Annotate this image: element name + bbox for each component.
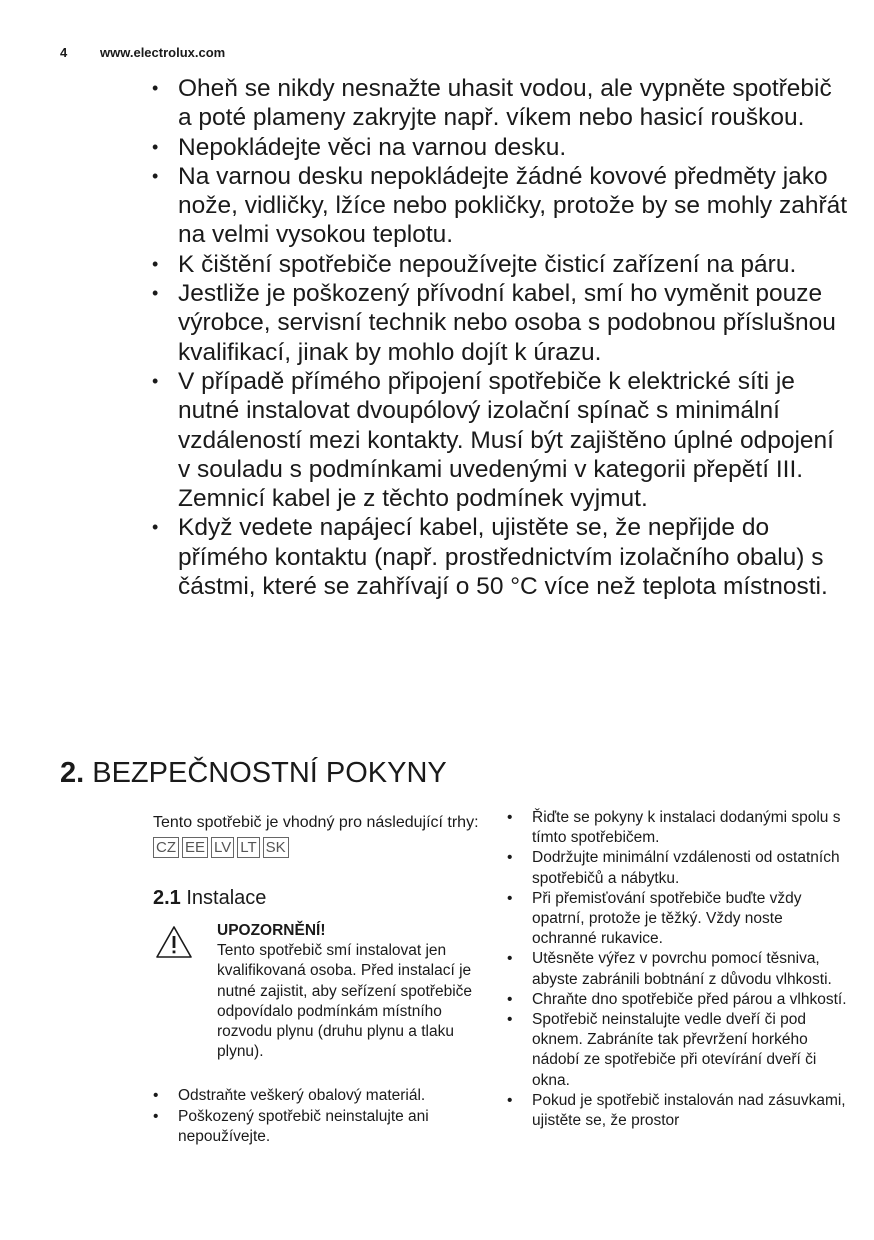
list-item: • Na varnou desku nepokládejte žádné kovové předměty jako nože, vidličky, lžíce nebo pokličky, protože by se mohly zahřát na velmi vysokou teplotu. [152, 162, 848, 249]
section-heading [60, 757, 447, 790]
warning-title: UPOZORNĚNÍ! [217, 922, 326, 939]
list-item: • Poškozený spotřebič neinstalujte ani nepoužívejte. [153, 1107, 429, 1145]
page-header [60, 45, 225, 60]
market-code: LV [211, 837, 234, 858]
warning-block [153, 921, 488, 1062]
bullet-icon: • [152, 136, 159, 157]
list-item: • V případě přímého připojení spotřebiče k elektrické síti je nutné instalovat dvoupólový izolační spínač s minimální vzdáleností mezi kontakty. Musí být zajištěno úplné odpojení v souladu s podmínkami uvedenými v kategorii přepětí III. Zemnicí kabel je z těchto podmínek vyjmut. [152, 367, 834, 513]
list-item: • Když vedete napájecí kabel, ujistěte se, že nepřijde do přímého kontaktu (např. prostřednictvím izolačního obalu) s částmi, které se zahřívají o 50 °C více než teplota místnosti. [152, 514, 828, 601]
bullet-icon: • [507, 1011, 513, 1029]
section-number: 2. [60, 757, 85, 789]
installation-bullets-right [507, 808, 847, 1131]
list-item: • Pokud je spotřebič instalován nad zásuvkami, ujistěte se, že prostor [507, 1091, 846, 1130]
market-code: CZ [153, 837, 179, 858]
bullet-icon: • [152, 517, 159, 538]
bullet-icon: • [152, 78, 159, 98]
warning-triangle-icon [155, 925, 193, 959]
list-item: • Při přemisťování spotřebiče buďte vždy opatrní, protože je těžký. Vždy noste ochranné rukavice. [507, 889, 802, 948]
list-item: • Dodržujte minimální vzdálenosti od ostatních spotřebičů a nábytku. [507, 849, 840, 887]
list-item: • Utěsněte výřez v povrchu pomocí těsniva, abyste zabránili bobtnání z důvodu vlhkosti. [507, 950, 832, 988]
safety-bullet-list [152, 74, 852, 601]
market-code: SK [263, 837, 289, 858]
bullet-icon: • [507, 950, 513, 968]
right-column [507, 808, 847, 1131]
bullet-icon: • [152, 283, 159, 304]
list-item: • Spotřebič neinstalujte vedle dveří či pod oknem. Zabráníte tak převržení horkého nádobí ze spotřebiče při otevírání dveří či okna. [507, 1011, 817, 1089]
page-number: 4 [60, 45, 68, 60]
list-item: • Řiďte se pokyny k instalaci dodanými spolu s tímto spotřebičem. [507, 809, 841, 847]
bullet-icon: • [153, 1087, 159, 1105]
subsection-heading [153, 886, 488, 911]
bullet-icon: • [507, 809, 513, 826]
markets-text: Tento spotřebič je vhodný pro následující trhy: [153, 814, 479, 831]
bullet-icon: • [507, 1091, 513, 1109]
left-column [153, 810, 488, 1147]
installation-bullets-left [153, 1086, 488, 1147]
section-title: BEZPEČNOSTNÍ POKYNY [92, 757, 447, 789]
list-item: • Oheň se nikdy nesnažte uhasit vodou, ale vypněte spotřebič a poté plameny zakryjte např. víkem nebo hasicí rouškou. [152, 75, 832, 132]
bullet-icon: • [152, 253, 159, 274]
market-code: LT [237, 837, 259, 858]
list-item: • Odstraňte veškerý obalový materiál. [153, 1086, 488, 1106]
market-code: EE [182, 837, 208, 858]
bullet-icon: • [152, 370, 159, 391]
markets-paragraph [153, 810, 488, 860]
bullet-icon: • [507, 889, 513, 907]
bullet-icon: • [507, 849, 513, 867]
list-item: • Jestliže je poškozený přívodní kabel, smí ho vyměnit pouze výrobce, servisní technik nebo osoba s podobnou příslušnou kvalifikací, jinak by mohlo dojít k úrazu. [152, 280, 836, 366]
list-item: • K čištění spotřebiče nepoužívejte čisticí zařízení na páru. [152, 250, 797, 278]
bullet-icon: • [152, 165, 159, 186]
subsection-number: 2.1 [153, 887, 181, 909]
bullet-icon: • [153, 1107, 159, 1125]
list-item: • Nepokládejte věci na varnou desku. [152, 133, 567, 161]
list-item: • Chraňte dno spotřebiče před párou a vlhkostí. [507, 990, 847, 1010]
warning-text: Tento spotřebič smí instalovat jen kvalifikovaná osoba. Před instalací je nutné zajistit, aby seřízení spotřebiče odpovídalo podmínkám místního rozvodu plynu (druhu plynu a tlaku plynu). [217, 942, 473, 1061]
subsection-title: Instalace [186, 887, 267, 909]
site-url: www.electrolux.com [100, 45, 226, 60]
bullet-icon: • [507, 990, 513, 1008]
